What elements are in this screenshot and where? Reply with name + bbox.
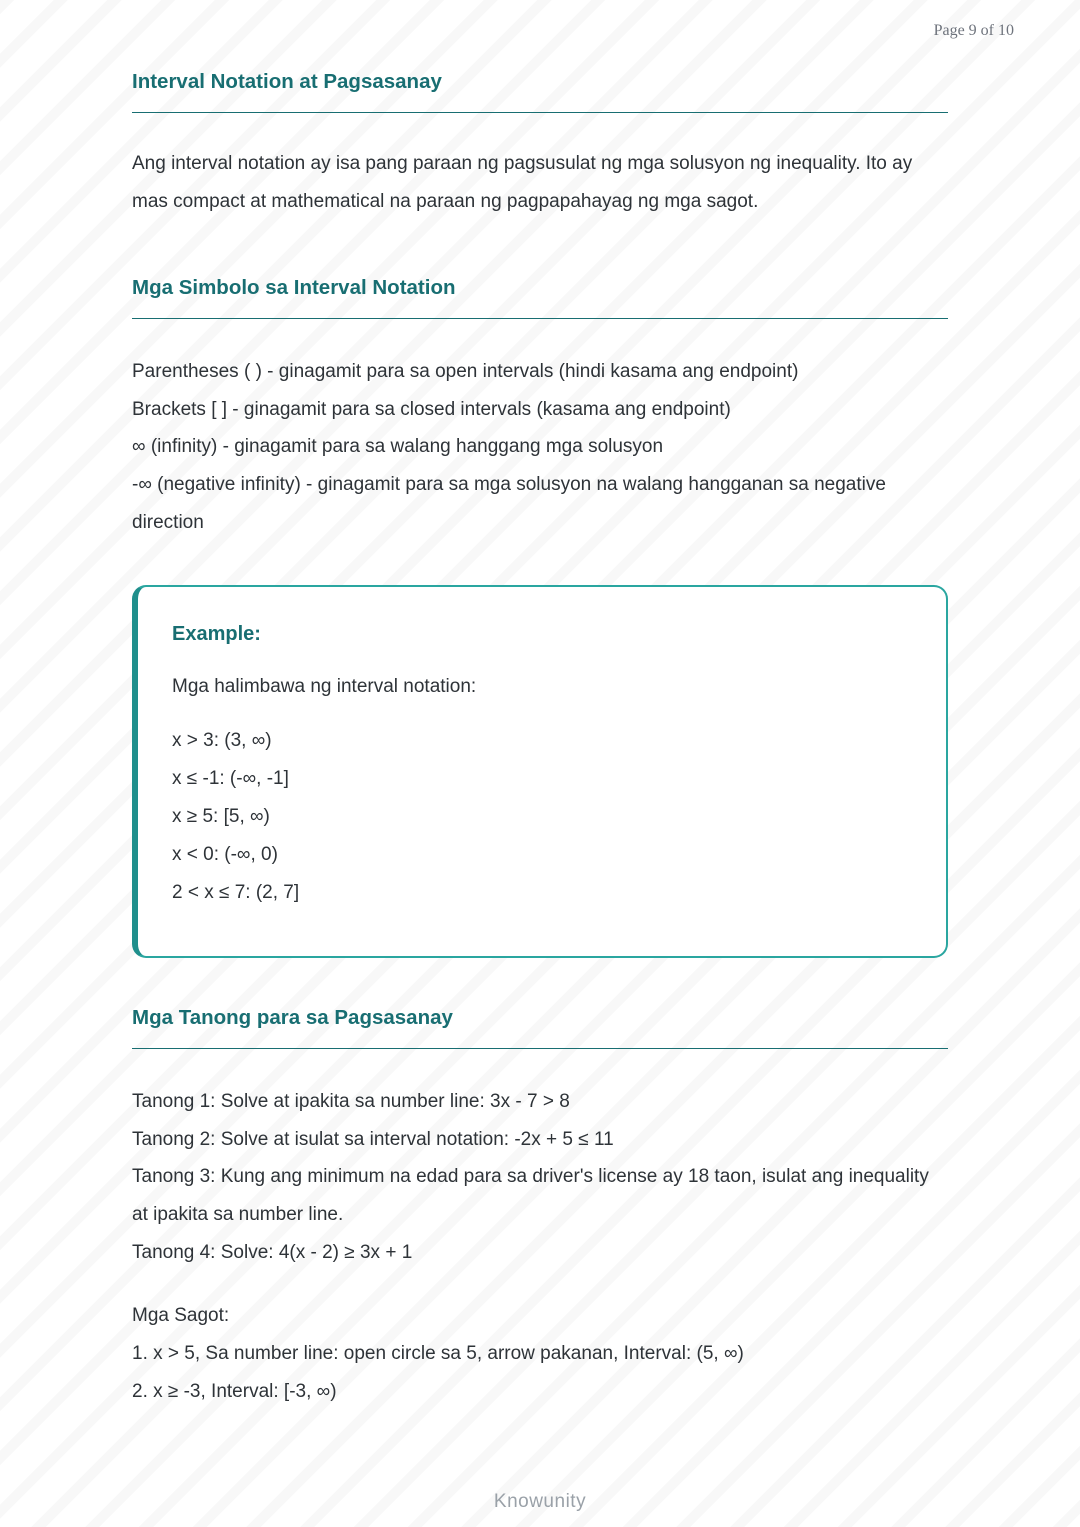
page-number-label: Page 9 of 10 bbox=[933, 22, 1014, 39]
question-line: Tanong 3: Kung ang minimum na edad para sa driver's license ay 18 taon, isulat ang inequality at ipakita sa number line. bbox=[132, 1166, 929, 1226]
section-title-practice: Mga Tanong para sa Pagsasanay bbox=[132, 1006, 948, 1049]
example-callout-box bbox=[132, 585, 948, 958]
answer-line: 2. x ≥ -3, Interval: [-3, ∞) bbox=[132, 1380, 337, 1402]
symbol-line: -∞ (negative infinity) - ginagamit para sa mga solusyon na walang hangganan sa negative direction bbox=[132, 474, 886, 533]
symbol-line: Brackets [ ] - ginagamit para sa closed intervals (kasama ang endpoint) bbox=[132, 398, 731, 420]
symbol-line: Parentheses ( ) - ginagamit para sa open intervals (hindi kasama ang endpoint) bbox=[132, 361, 799, 383]
section-title-interval-notation: Interval Notation at Pagsasanay bbox=[132, 70, 948, 113]
example-item: x < 0: (-∞, 0) bbox=[172, 844, 278, 866]
symbol-line: ∞ (infinity) - ginagamit para sa walang hanggang mga solusyon bbox=[132, 436, 664, 458]
symbols-lines bbox=[132, 353, 948, 541]
example-items bbox=[172, 722, 916, 912]
question-line: Tanong 4: Solve: 4(x - 2) ≥ 3x + 1 bbox=[132, 1241, 413, 1263]
question-line: Tanong 1: Solve at ipakita sa number line: 3x - 7 > 8 bbox=[132, 1091, 570, 1113]
interval-notation-paragraph: Ang interval notation ay isa pang paraan ng pagsusulat ng mga solusyon ng inequality. Ito ay mas compact at mathematical na paraan ng pagpapahayag ng mga sagot. bbox=[132, 153, 913, 212]
example-item: 2 < x ≤ 7: (2, 7] bbox=[172, 882, 300, 904]
example-title: Example: bbox=[172, 623, 261, 646]
section-title-symbols: Mga Simbolo sa Interval Notation bbox=[132, 276, 948, 319]
example-intro: Mga halimbawa ng interval notation: bbox=[172, 676, 477, 698]
example-item: x ≤ -1: (-∞, -1] bbox=[172, 768, 289, 790]
example-item: x > 3: (3, ∞) bbox=[172, 730, 272, 752]
footer-brand: Knowunity bbox=[493, 1491, 587, 1512]
example-item: x ≥ 5: [5, ∞) bbox=[172, 806, 270, 828]
practice-questions bbox=[132, 1083, 948, 1271]
answers-lines bbox=[132, 1335, 948, 1410]
question-line: Tanong 2: Solve at isulat sa interval notation: -2x + 5 ≤ 11 bbox=[132, 1128, 614, 1150]
answer-line: 1. x > 5, Sa number line: open circle sa 5, arrow pakanan, Interval: (5, ∞) bbox=[132, 1342, 744, 1364]
answers-label: Mga Sagot: bbox=[132, 1305, 230, 1327]
